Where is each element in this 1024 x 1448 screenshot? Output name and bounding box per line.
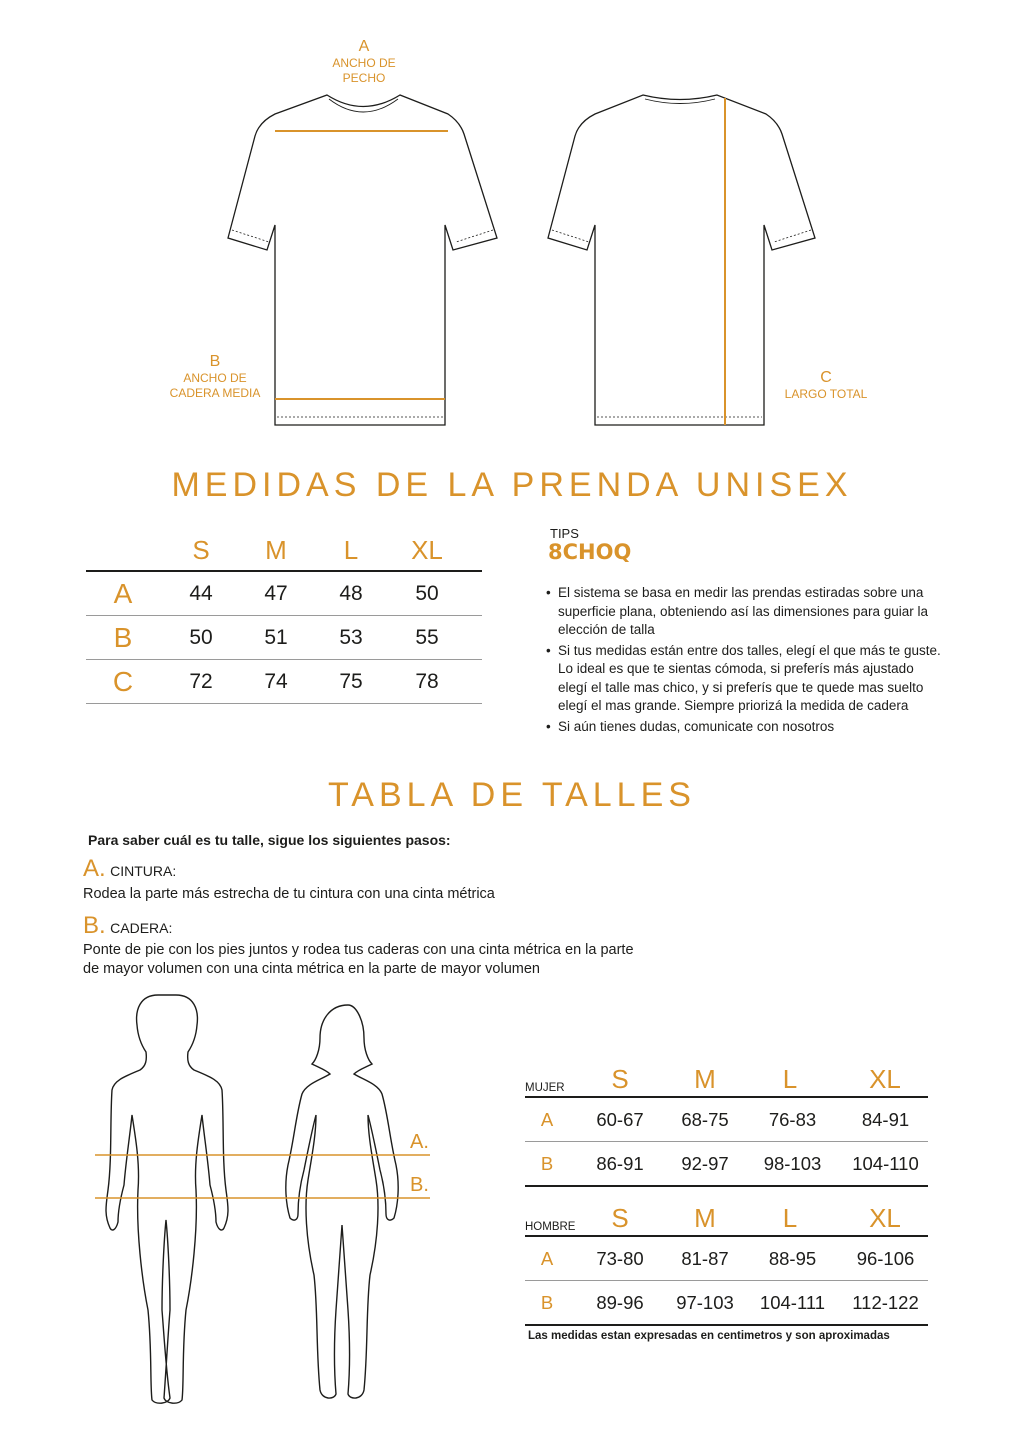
size-s: S (192, 534, 210, 565)
unisex-title: MEDIDAS DE LA PRENDA UNISEX (171, 466, 853, 504)
total-length-label: C LARGO TOTAL (784, 369, 868, 401)
size-s: S (611, 1063, 629, 1094)
step-a-letter: A. (83, 855, 106, 882)
measurements-note: Las medidas estan expresadas en centimetros y son aproximadas (528, 1330, 890, 1342)
table-row (86, 616, 482, 660)
table-cell: 98-103 (763, 1152, 822, 1174)
table-cell: 73-80 (596, 1247, 644, 1269)
table-cell: 74 (264, 669, 288, 693)
row-label: A (540, 1108, 554, 1130)
table-cell: 112-122 (852, 1291, 919, 1313)
table-cell: 86-91 (596, 1152, 644, 1174)
size-m: M (694, 1063, 716, 1094)
table-cell: 104-110 (852, 1152, 919, 1174)
table-cell: 44 (189, 581, 213, 605)
table-cell: 51 (264, 625, 288, 649)
women-group-label: MUJER (525, 1082, 565, 1094)
table-row (525, 1098, 928, 1142)
table-row (525, 1281, 928, 1326)
chest-width-label: A ANCHO DE PECHO (332, 38, 396, 85)
size-xl: XL (411, 534, 443, 565)
table-cell: 97-103 (676, 1291, 734, 1313)
size-xl: XL (869, 1202, 901, 1233)
table-cell: 75 (339, 669, 363, 693)
size-m: M (265, 534, 287, 565)
unisex-header-row (86, 530, 482, 572)
table-cell: 104-111 (759, 1291, 826, 1313)
list-item: • El sistema se basa en medir las prendas estiradas sobre una superficie plana, obteniendo así las dimensiones para guiar la elección de talla (546, 584, 946, 640)
tips-heading: TIPS (550, 526, 579, 541)
size-l: L (343, 534, 359, 565)
table-row (86, 660, 482, 704)
step-b-name: CADERA: (110, 920, 173, 936)
size-m: M (694, 1202, 716, 1233)
male-silhouette (106, 995, 228, 1403)
hip-width-label: B ANCHO DE CADERA MEDIA (169, 353, 261, 400)
table-cell: 48 (339, 581, 363, 605)
women-header-row (525, 1062, 928, 1098)
table-cell: 76-83 (768, 1108, 817, 1130)
female-silhouette (286, 1005, 398, 1398)
table-cell: 60-67 (596, 1108, 644, 1130)
table-cell: 88-95 (768, 1247, 817, 1269)
size-l: L (782, 1202, 798, 1233)
talles-title: TABLA DE TALLES (328, 776, 696, 814)
step-a-desc: Rodea la parte más estrecha de tu cintura con una cinta métrica (83, 886, 495, 902)
table-cell: 50 (189, 625, 213, 649)
row-label: B (540, 1291, 554, 1313)
table-cell: 89-96 (596, 1291, 644, 1313)
brand-logo: 8CHOQ (548, 540, 632, 564)
table-row (525, 1142, 928, 1187)
unisex-size-table (86, 530, 482, 704)
men-size-table (525, 1201, 928, 1326)
table-cell: 50 (415, 581, 439, 605)
row-label: A (540, 1247, 554, 1269)
tips-list (546, 584, 946, 738)
table-cell: 96-106 (856, 1247, 915, 1269)
step-b-desc: Ponte de pie con los pies juntos y rodea tus caderas con una cinta métrica en la parte de mayor volumen con una cinta métrica en la parte de mayor volumen (83, 942, 634, 977)
size-l: L (782, 1063, 798, 1094)
size-s: S (611, 1202, 629, 1233)
step-a-heading (83, 855, 176, 883)
size-xl: XL (869, 1063, 901, 1094)
step-b-heading (83, 912, 172, 940)
step-a-name: CINTURA: (110, 863, 177, 879)
men-group-label: HOMBRE (525, 1221, 576, 1233)
table-cell: 55 (415, 625, 439, 649)
row-label: B (113, 621, 133, 653)
steps-intro: Para saber cuál es tu talle, sigue los siguientes pasos: (88, 832, 451, 848)
men-header-row (525, 1201, 928, 1237)
row-label: C (112, 665, 134, 697)
table-row (525, 1237, 928, 1281)
table-cell: 72 (189, 669, 213, 693)
table-cell: 81-87 (681, 1247, 729, 1269)
women-size-table (525, 1062, 928, 1187)
list-item: • Si tus medidas están entre dos talles, elegí el que más te guste. Lo ideal es que te sientas cómoda, si preferís más ajustado elegí el talle mas chico, y si preferís que te quede mas suelto elegí el mas grande. Siempre priorizá la medida de cadera (546, 642, 946, 716)
table-cell: 53 (339, 625, 363, 649)
row-label: A (113, 577, 133, 609)
table-cell: 47 (264, 581, 288, 605)
step-b-letter: B. (83, 912, 106, 939)
list-item: • Si aún tienes dudas, comunicate con nosotros (546, 718, 946, 737)
waist-line-label: A. (410, 1131, 429, 1153)
table-cell: 78 (415, 669, 439, 693)
table-cell: 68-75 (681, 1108, 729, 1130)
table-cell: 92-97 (681, 1152, 729, 1174)
hip-line-label: B. (410, 1174, 429, 1196)
row-label: B (540, 1152, 554, 1174)
body-silhouettes-drawing (90, 990, 450, 1410)
table-row (86, 572, 482, 616)
table-cell: 84-91 (861, 1108, 910, 1130)
